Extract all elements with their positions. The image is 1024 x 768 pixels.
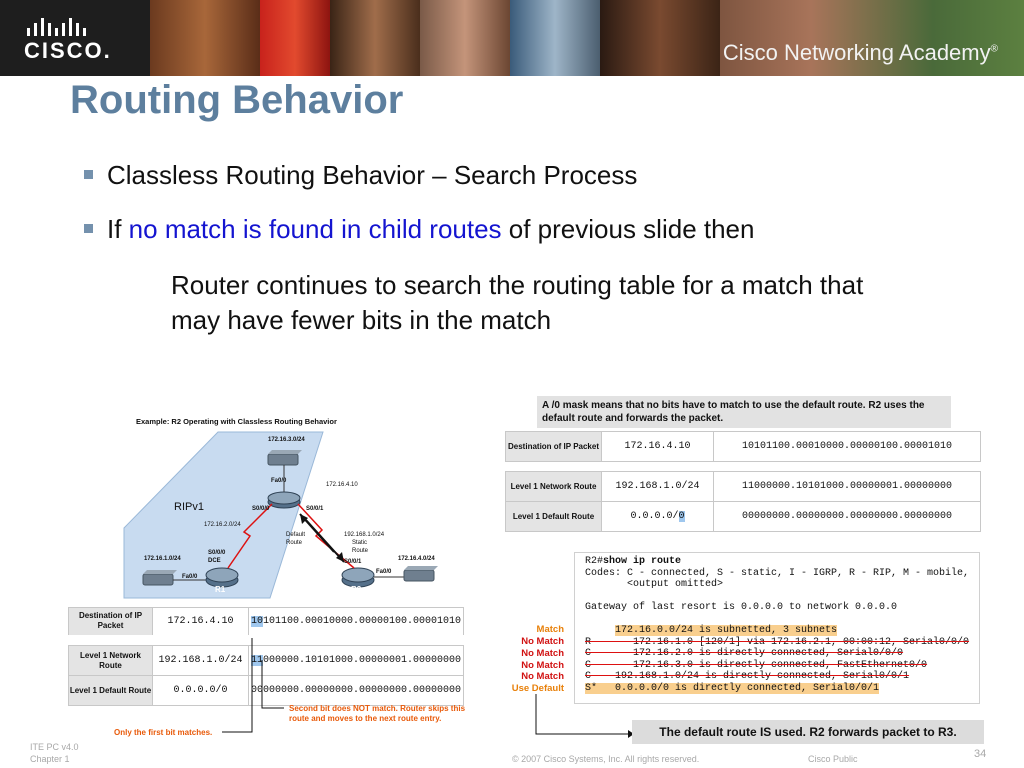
binary-rest: 00000000.00000000.00000000.00000000 [250,685,462,696]
first-bit-pointer [222,638,252,732]
no-match-label: No Match [521,636,564,647]
row-binary: 00000000.00000000.00000000.00000000 [714,502,981,532]
terminal-prompt: R2# [585,556,604,567]
net-right-label: 172.16.4.0/24 [398,556,435,562]
diagram-title: Example: R2 Operating with Classless Routing Behavior [136,417,337,426]
binary-rest: 101100.00010000.00000100.00001010 [262,615,462,627]
s000-label: S0/0/0 [252,506,270,512]
net-192-label: 192.168.1.0/24 [344,532,385,538]
show-ip-route-output [574,552,980,704]
default-route-label-2: Route [286,540,303,546]
fa00-right-label: Fa0/0 [376,569,392,575]
ip-prefix: 0.0.0.0/ [630,511,679,522]
row-header: Destination of IP Packet [69,608,153,638]
academy-mark: ® [990,43,998,55]
default-route-note: A /0 mask means that no bits have to match to use the default route. R2 uses the default route and forwards the packet. [537,396,951,428]
row-header: Destination of IP Packet [506,432,602,462]
binary-highlight: 11 [250,655,263,666]
footer-public: Cisco Public [808,754,858,764]
net-mid-label: 172.16.2.0/24 [204,522,241,528]
default-route-label: Default [286,532,306,538]
academy-rest: Networking Academy [777,40,991,65]
bullet-2-post: of previous slide then [501,214,755,244]
row-binary: 10101100.00010000.00000100.00001010 [714,432,981,462]
no-match-label: No Match [521,660,564,671]
row-binary: 11000000.10101000.00000001.00000000 [714,472,981,502]
table-row [506,432,981,462]
fa00-left-label: Fa0/0 [182,574,198,580]
cisco-wordmark: CISCO. [24,38,112,63]
row-ip: 172.16.4.10 [153,608,249,638]
right-routing-table [505,431,981,532]
bullet-2-highlight: no match is found in child routes [128,214,502,244]
terminal-route-r: R 172.16.1.0 [120/1] via 172.16.2.1, 00:00:12, Serial0/0/0 [585,636,970,648]
no-match-label: No Match [521,648,564,659]
default-route-caption: The default route IS used. R2 forwards packet to R3. [632,720,984,744]
table-row [506,502,981,532]
row-header: Level 1 Network Route [506,472,602,502]
r1-label: R1 [215,585,226,594]
ip-10-label: 172.16.4.10 [326,482,358,488]
terminal-gateway: Gateway of last resort is 0.0.0.0 to network 0.0.0.0 [585,602,898,613]
match-label: Match [536,624,564,635]
row-ip [602,502,714,532]
bullet-2-pre: If [107,214,129,244]
static-route-label: Static [352,540,368,546]
s001-r3-label: S0/0/1 [344,559,362,565]
row-header: Level 1 Default Route [69,676,153,706]
terminal-route-default: S* 0.0.0.0/0 is directly connected, Serial0/0/1 [585,682,880,694]
terminal-route-c3: C 192.168.1.0/24 is directly connected, Serial0/0/1 [585,671,910,682]
ripv1-label: RIPv1 [174,501,204,513]
second-bit-pointer [262,660,284,708]
terminal-route-c1: C 172.16.2.0 is directly connected, Serial0/0/0 [585,648,904,659]
net-left-label: 172.16.1.0/24 [144,556,181,562]
use-default-label: Use Default [511,683,564,694]
footer-course: ITE PC v4.0 [30,742,79,752]
s000-dce-label: S0/0/0 [208,550,226,556]
row-header: Level 1 Network Route [69,646,153,676]
academy-brand: Cisco [722,40,778,65]
row-ip: 192.168.1.0/24 [153,646,249,676]
row-ip: 192.168.1.0/24 [602,472,714,502]
fa00-top-label: Fa0/0 [271,478,287,484]
r3-label: R3 [351,585,362,594]
footer-chapter: Chapter 1 [30,754,70,764]
bullet-2-subtext: Router continues to search the routing table for a match that may have fewer bits in the match [171,270,864,335]
row-ip: 172.16.4.10 [602,432,714,462]
net-top-label: 172.16.3.0/24 [268,437,305,443]
dce-label: DCE [208,558,221,564]
first-bit-annotation: Only the first bit matches. [114,728,213,737]
terminal-subnetted: 172.16.0.0/24 is subnetted, 3 subnets [615,625,838,636]
footer-page-number: 34 [974,748,987,760]
row-header: Level 1 Default Route [506,502,602,532]
row-ip: 0.0.0.0/0 [153,676,249,706]
binary-highlight: 10 [250,615,263,627]
second-bit-annotation: Second bit does NOT match. Router skips this route and moves to the next route entry. [289,704,466,723]
ip-highlight: 0 [678,511,685,522]
slide-title: Routing Behavior [70,78,404,122]
s001-label: S0/0/1 [306,506,324,512]
binary-rest: 000000.10101000.00000001.00000000 [262,655,462,666]
static-route-label-2: Route [352,548,369,554]
no-match-label: No Match [521,671,564,682]
terminal-omitted: <output omitted> [585,579,724,590]
terminal-command: show ip route [603,556,682,567]
terminal-route-c2: C 172.16.3.0 is directly connected, FastEthernet0/0 [585,659,928,671]
footer-copyright: © 2007 Cisco Systems, Inc. All rights reserved. [512,754,700,764]
terminal-codes: Codes: C - connected, S - static, I - IGRP, R - RIP, M - mobile, [585,567,970,579]
bullet-1-text: Classless Routing Behavior – Search Process [107,160,638,190]
table-row [506,472,981,502]
spacer-row [506,462,981,472]
